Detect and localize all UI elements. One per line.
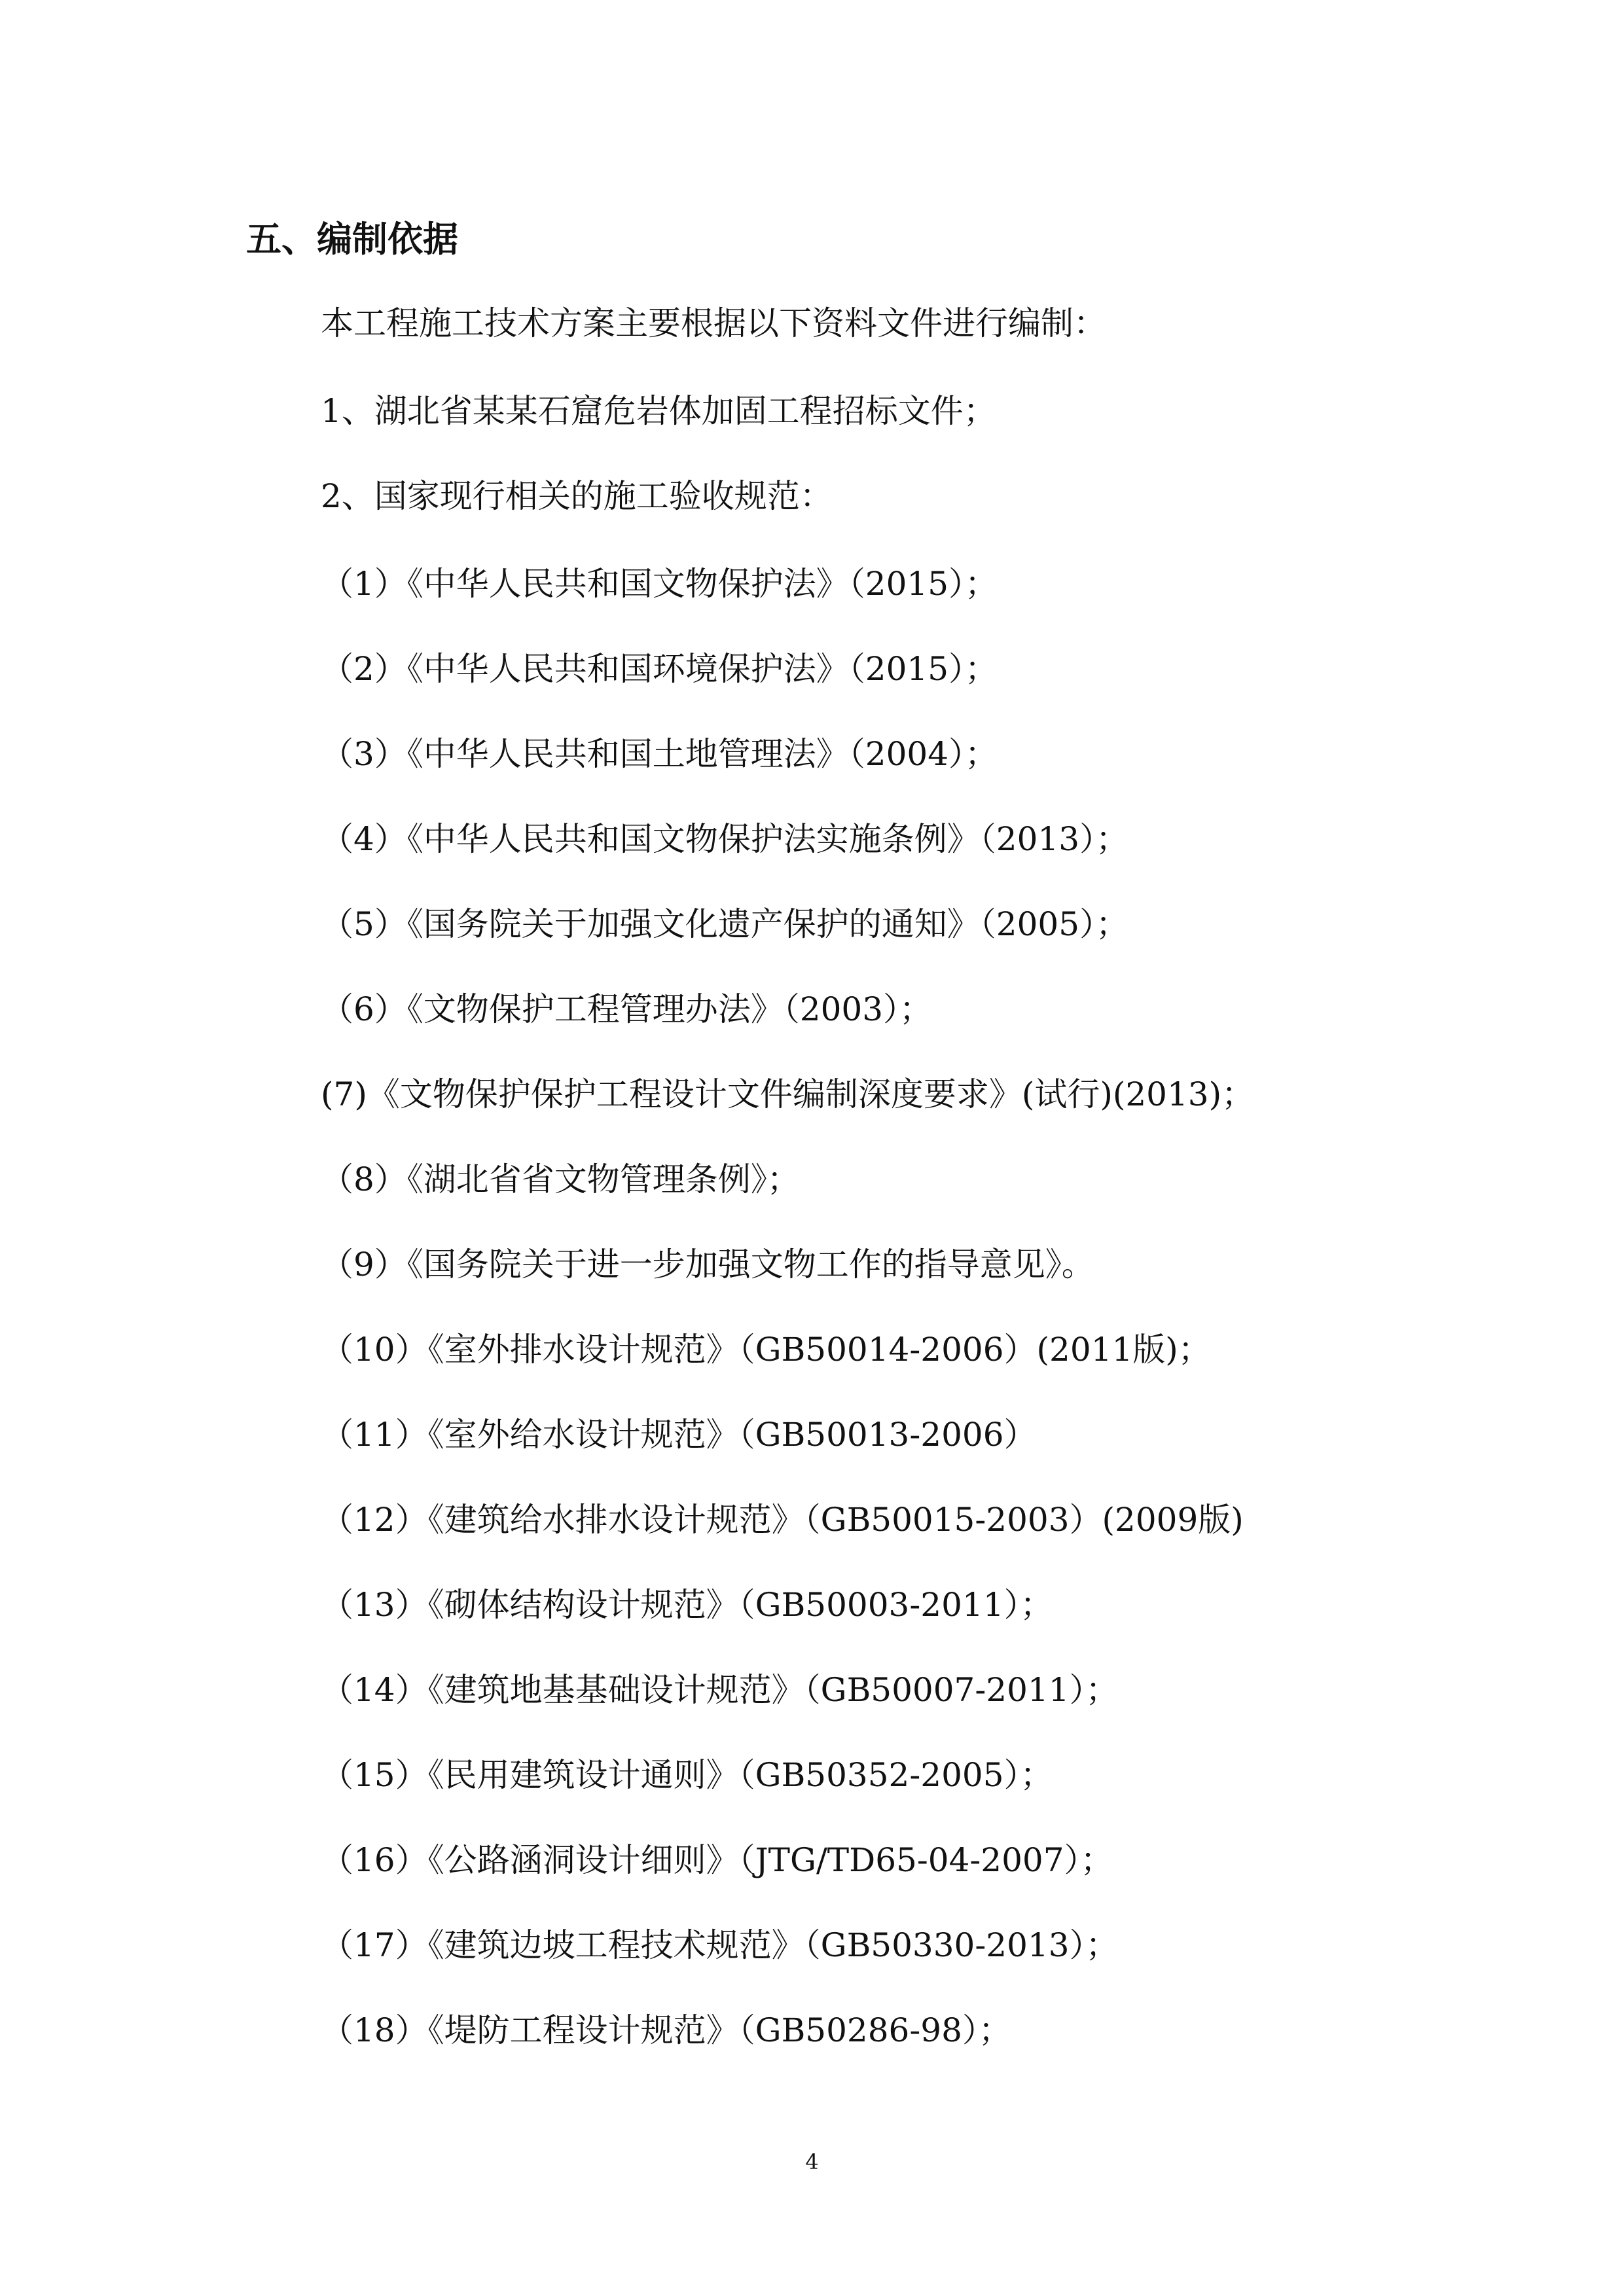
standard-item: （3）《中华人民共和国土地管理法》（2004）； [321, 735, 998, 773]
standard-item: （9）《国务院关于进一步加强文物工作的指导意见》。 [321, 1246, 1094, 1283]
standard-item: （2）《中华人民共和国环境保护法》（2015）； [321, 650, 998, 688]
standard-item: （6）《文物保护工程管理办法》（2003）； [321, 990, 933, 1028]
basis-item-1: 1、湖北省某某石窟危岩体加固工程招标文件； [321, 392, 996, 430]
standard-item: （1）《中华人民共和国文物保护法》（2015）； [321, 565, 998, 603]
standard-item: （18）《堤防工程设计规范》（GB50286-98）； [321, 2011, 1011, 2049]
standard-item: （5）《国务院关于加强文化遗产保护的通知》（2005）； [321, 905, 1129, 943]
standard-item: （16）《公路涵洞设计细则》（JTG/TD65-04-2007）； [321, 1841, 1113, 1879]
standard-item: （10）《室外排水设计规范》（GB50014-2006）(2011版)； [321, 1331, 1211, 1369]
section-heading: 五、编制依据 [246, 219, 458, 260]
standard-item: （11）《室外给水设计规范》（GB50013-2006） [321, 1416, 1037, 1454]
standard-item: （14）《建筑地基基础设计规范》（GB50007-2011）； [321, 1671, 1119, 1709]
standard-item: （17）《建筑边坡工程技术规范》（GB50330-2013）； [321, 1926, 1119, 1964]
standard-item: （8）《湖北省省文物管理条例》； [321, 1160, 800, 1198]
standard-item: (7)《文物保护保护工程设计文件编制深度要求》(试行)(2013)； [321, 1075, 1255, 1113]
standard-item: （12）《建筑给水排水设计规范》（GB50015-2003）(2009版) [321, 1501, 1244, 1539]
page-number: 4 [805, 2149, 819, 2174]
intro-paragraph: 本工程施工技术方案主要根据以下资料文件进行编制： [321, 304, 1106, 342]
basis-item-2: 2、国家现行相关的施工验收规范： [321, 477, 833, 515]
standard-item: （15）《民用建筑设计通则》（GB50352-2005）； [321, 1756, 1053, 1794]
standard-item: （4）《中华人民共和国文物保护法实施条例》（2013）； [321, 820, 1129, 858]
standards-list [321, 560, 1254, 2092]
standard-item: （13）《砌体结构设计规范》（GB50003-2011）； [321, 1586, 1053, 1624]
